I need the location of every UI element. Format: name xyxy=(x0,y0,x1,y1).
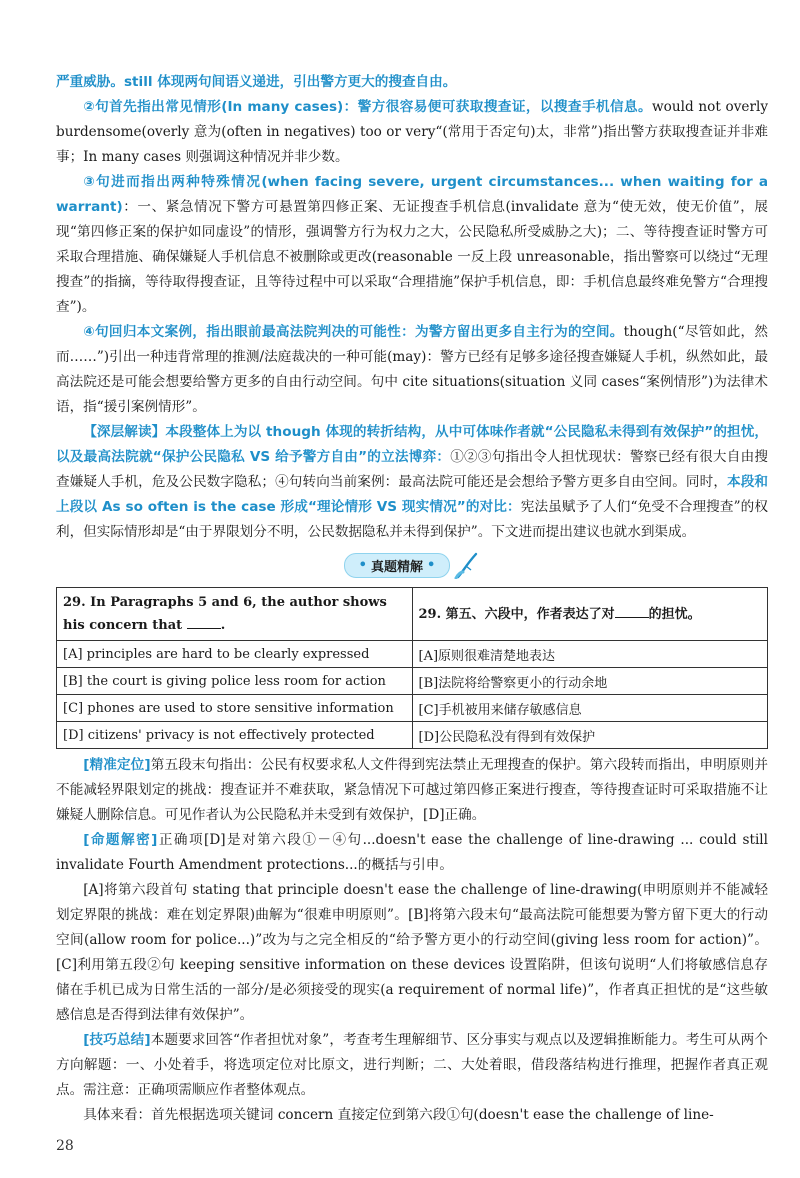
question-table xyxy=(56,587,768,749)
para-5-highlight-1: 【深层解读】本段整体上为以 though 体现的转折结构，从中可体味作者就“公民隐私未得到有效保护”的担忧，以及最高法院就“保护公民隐私 VS 给予警方自由”的立法博弈： xyxy=(56,424,768,465)
section-banner-row xyxy=(56,547,768,583)
para-2-highlight: ②句首先指出常见情形(In many cases)：警方很容易便可获取搜查证，以搜查手机信息。 xyxy=(83,99,653,115)
page-body xyxy=(56,70,768,1128)
banner-label: 真题精解 xyxy=(370,559,423,575)
option-c-zh: [C]手机被用来储存敏感信息 xyxy=(412,695,768,722)
analysis-skills xyxy=(56,1028,768,1103)
para-4 xyxy=(56,320,768,420)
section-banner xyxy=(344,553,451,578)
analysis-skills-text: 本题要求回答“作者担忧对象”，考查考生理解细节、区分事实与观点以及逻辑推断能力。考生可从两个方向解题：一、小处着手，将选项定位对比原文，进行判断；二、大处着眼，借段落结构进行推理，把握作者真正观点。需注意：正确项需顺应作者整体观点。 xyxy=(56,1032,768,1098)
analysis-distractors-text: [A]将第六段首句 stating that principle doesn't ease the challenge of line-drawing(申明原则并不能减轻划定界限的挑战：难在划定界限)曲解为“很难申明原则”。[B]将第六段末句“最高法院可能想要为警方留下更大的行动空间(allow room for police...)”改为与之完全相反的“给予警方更小的行动空间(giving less room for action)”。[C]利用第五段②句 keeping sensitive information on these devices 设置陷阱，但该句说明“人们将敏感信息存储在手机已成为日常生活的一部分/是必须接受的现实(a requirement of normal life)”，作者真正担忧的是“这些敏感信息是否得到法律有效保护”。 xyxy=(56,882,768,1023)
question-row xyxy=(57,588,768,641)
option-b-zh: [B]法院将给警察更小的行动余地 xyxy=(412,668,768,695)
question-en-prefix: 29. In Paragraphs 5 and 6, the author shows his concern that xyxy=(63,595,387,633)
option-d-zh: [D]公民隐私没有得到有效保护 xyxy=(412,722,768,749)
tag-locate: [精准定位] xyxy=(83,757,151,773)
para-1 xyxy=(56,70,768,95)
para-3-highlight: ③句进而指出两种特殊情况(when facing severe, urgent circumstances... when waiting for a warrant) xyxy=(56,174,768,215)
analysis-distractors xyxy=(56,878,768,1028)
para-4-highlight: ④句回归本文案例，指出眼前最高法院判决的可能性：为警方留出更多自主行为的空间。 xyxy=(83,324,624,340)
option-row xyxy=(57,722,768,749)
para-2 xyxy=(56,95,768,170)
analysis-locate xyxy=(56,753,768,828)
bullet-dot-icon: • xyxy=(358,557,367,573)
analysis-decode-text: 正确项[D]是对第六段①－④句...doesn't ease the challenge of line-drawing ... could still invalidate Fourth Amendment protections...的概括与引申。 xyxy=(56,832,769,873)
analysis-detail xyxy=(56,1103,768,1128)
para-4-text: though(“尽管如此，然而……”)引出一种违背常理的推测/法庭裁决的一种可能(may)：警方已经有足够多途径搜查嫌疑人手机，纵然如此，最高法院还是可能会想要给警方更多的自由行动空间。句中 cite situations(situation 义同 cases“案例情形”)为法律术语，指“援引案例情形”。 xyxy=(56,324,768,415)
para-5-highlight-2: 本段和上段以 As so often is the case 形成“理论情形 VS 现实情况”的对比： xyxy=(56,474,768,515)
option-d-en: [D] citizens' privacy is not effectively protected xyxy=(57,722,413,749)
option-row xyxy=(57,668,768,695)
option-row xyxy=(57,695,768,722)
para-5-text-1: ①②③句指出令人担忧现状：警察已经有很大自由搜查嫌疑人手机，危及公民数字隐私；④句转向当前案例：最高法院可能还是会想给予警方更多自由空间。同时， xyxy=(56,449,768,490)
option-c-en: [C] phones are used to store sensitive information xyxy=(57,695,413,722)
tag-skills: [技巧总结] xyxy=(83,1032,151,1048)
answer-blank xyxy=(187,616,221,629)
bullet-dot-icon: • xyxy=(427,557,436,573)
question-en-suffix: . xyxy=(220,618,226,633)
question-zh xyxy=(412,588,768,641)
para-5-text-2: 宪法虽赋予了人们“免受不合理搜查”的权利，但实际情形却是“由于界限划分不明，公民数据隐私并未得到保护”。下文进而提出建议也就水到渠成。 xyxy=(56,499,768,540)
brush-icon xyxy=(454,551,480,579)
question-en xyxy=(57,588,413,641)
para-5 xyxy=(56,420,768,545)
tag-decode: [命题解密] xyxy=(83,832,158,848)
question-zh-prefix: 29. 第五、六段中，作者表达了对 xyxy=(418,606,615,622)
answer-blank xyxy=(615,605,649,618)
option-row xyxy=(57,641,768,668)
option-a-zh: [A]原则很难清楚地表达 xyxy=(412,641,768,668)
para-1-highlight: 严重威胁。still 体现两句间语义递进，引出警方更大的搜查自由。 xyxy=(56,74,457,90)
question-zh-suffix: 的担忧。 xyxy=(648,606,701,622)
analysis-locate-text: 第五段末句指出：公民有权要求私人文件得到宪法禁止无理搜查的保护。第六段转而指出，申明原则并不能减轻界限划定的挑战：搜查证并不难获取，紧急情况下可越过第四修正案进行搜查，等待搜查证时可采取措施不让嫌疑人删除信息。可见作者认为公民隐私并未受到有效保护，[D]正确。 xyxy=(56,757,768,823)
option-a-en: [A] principles are hard to be clearly expressed xyxy=(57,641,413,668)
para-2-text: would not overly burdensome(overly 意为(often in negatives) too or very“(常用于否定句)太，非常”)指出警方获取搜查证并非难事；In many cases 则强调这种情况并非少数。 xyxy=(56,99,768,165)
page-number: 28 xyxy=(56,1138,74,1154)
para-3 xyxy=(56,170,768,320)
option-b-en: [B] the court is giving police less room for action xyxy=(57,668,413,695)
analysis-decode xyxy=(56,828,768,878)
para-3-text: ：一、紧急情况下警方可悬置第四修正案、无证搜查手机信息(invalidate 意为“使无效，使无价值”，展现“第四修正案的保护如同虚设”的情形，强调警方行为权力之大，公民隐私所受威胁之大)；二、等待搜查证时警方可采取合理措施、确保嫌疑人手机信息不被删除或更改(reasonable 一反上段 unreasonable，指出警察可以绕过“无理搜查”的指摘，等待取得搜查证，且等待过程中可以采取“合理措施”保护手机信息，即：手机信息最终难免警方“合理搜查”)。 xyxy=(56,199,768,315)
analysis-detail-text: 具体来看：首先根据选项关键词 concern 直接定位到第六段①句(doesn't ease the challenge of line- xyxy=(83,1107,714,1123)
